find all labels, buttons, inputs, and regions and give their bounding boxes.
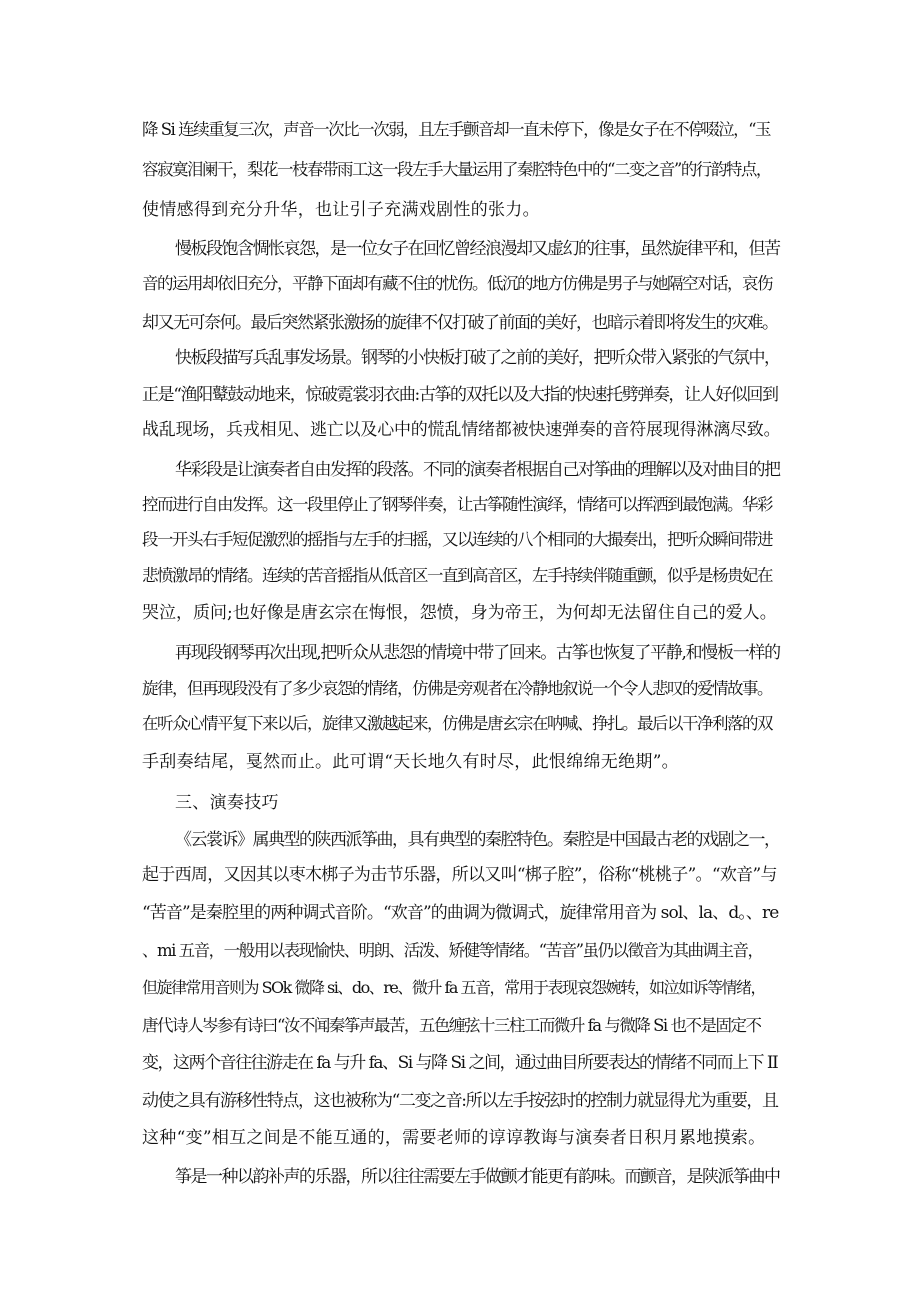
- text-line: 使情感得到充分升华，也让引子充满戏剧性的张力。: [142, 200, 540, 220]
- text-line: 起于西周，又因其以枣木梆子为击节乐器，所以又叫“梆子腔”，俗称“桃桃子”。“欢音”与: [142, 865, 777, 885]
- text-line: 手刮奏结尾，戛然而止。此可谓“天长地久有时尽，此恨绵绵无绝期”。: [142, 752, 679, 772]
- text-line: 变，这两个音往往游走在 fa 与升 fa、Si 与降 Si 之间，通过曲目所要表达的情绪不同而上下 II: [142, 1053, 778, 1073]
- text-line: 再现段钢琴再次出现,把听众从悲怨的情境中带了回来。古筝也恢复了平静,和慢板一样的: [175, 643, 780, 663]
- text-line: 降 Si 连续重复三次，声音一次比一次弱，且左手颤音却一直未停下，像是女子在不停啜泣，“玉: [142, 120, 771, 139]
- text-line: 慢板段饱含惆怅哀怨，是一位女子在回忆曾经浪漫却又虚幻的往事，虽然旋律平和，但苦: [175, 239, 780, 259]
- text-line: 悲愤激昂的情绪。连续的苦音摇指从低音区一直到高音区，左手持续伴随重颤，似乎是杨贵妃在: [142, 566, 772, 585]
- text-line: 却又无可奈何。最后突然紧张激扬的旋律不仅打破了前面的美好，也暗示着即将发生的灾难。: [142, 313, 778, 333]
- text-line: 战乱现场，兵戎相见、逃亡以及心中的慌乱情绪都被快速弹奏的音符展现得淋漓尽致。: [142, 420, 781, 440]
- text-line: 《云裳诉》属典型的陕西派筝曲，具有典型的秦腔特色。秦腔是中国最古老的戏剧之一，: [175, 830, 780, 850]
- text-line: 筝是一种以韵补声的乐器，所以往往需要左手做颤才能更有韵味。而颤音，是陕派筝曲中: [175, 1167, 780, 1187]
- section-title: 三、演奏技巧: [175, 793, 279, 813]
- text-line: 段一开头右手短促激烈的摇指与左手的扫摇，又以连续的八个相同的大撮奏出，把听众瞬间带进: [142, 530, 772, 549]
- text-line: 、mi 五音，一般用以表现愉快、明朗、活泼、矫健等情绪。“苦音”虽仍以徵音为其曲调主音，: [142, 941, 763, 960]
- text-line: 但旋律常用音则为 SOk 微降 si、do、re、微升 fa 五音，常用于表现哀怨婉转，如泣如诉等情绪，: [142, 978, 765, 997]
- text-line: 音的运用却依旧充分，平静下面却有藏不住的忧伤。低沉的地方仿佛是男子与她隔空对话，哀伤: [142, 274, 772, 293]
- text-line: 这种“变”相互之间是不能互通的，需要老师的谆谆教诲与演奏者日积月累地摸索。: [142, 1128, 766, 1148]
- text-line: “苦音”是秦腔里的两种调式音阶。“欢音”的曲调为微调式，旋律常用音为 sol、la、d。、re: [142, 903, 779, 923]
- text-line: 哭泣，质问;也好像是唐玄宗在悔恨，怨愤，身为帝王，为何却无法留住自己的爱人。: [142, 603, 777, 623]
- text-line: 在听众心情平复下来以后，旋律又激越起来，仿佛是唐玄宗在呐喊、挣扎。最后以干净利落的双: [142, 714, 772, 733]
- text-line: 容寂寞泪阑干，梨花一枝春带雨工这一段左手大量运用了秦腔特色中的“二变之音”的行韵特点，: [142, 160, 771, 179]
- text-line: 华彩段是让演奏者自由发挥的段落。不同的演奏者根据自己对筝曲的理解以及对曲目的把: [175, 460, 780, 480]
- text-line: 正是“渔阳鼙鼓动地来，惊破霓裳羽衣曲:古筝的双托以及大指的快速托劈弹奏，让人好似回到: [142, 385, 778, 405]
- text-line: 控而进行自由发挥。这一段里停止了钢琴伴奏，让古筝随性演绎，情绪可以挥洒到最饱满。华彩: [142, 495, 772, 514]
- text-line: 旋律，但再现段没有了多少哀怨的情绪，仿佛是旁观者在冷静地叙说一个令人悲叹的爱情故事。: [142, 679, 772, 698]
- text-line: 快板段描写兵乱事发场景。钢琴的小快板打破了之前的美好，把听众带入紧张的气氛中，: [175, 348, 780, 368]
- text-line: 动使之具有游移性特点，这也被称为“二变之音:所以左手按弦时的控制力就显得尤为重要，且: [142, 1091, 778, 1111]
- text-line: 唐代诗人岑参有诗曰“汝不闻秦筝声最苦，五色缠弦十三柱工而微升 fa 与微降 Si 也不是固定不: [142, 1016, 761, 1035]
